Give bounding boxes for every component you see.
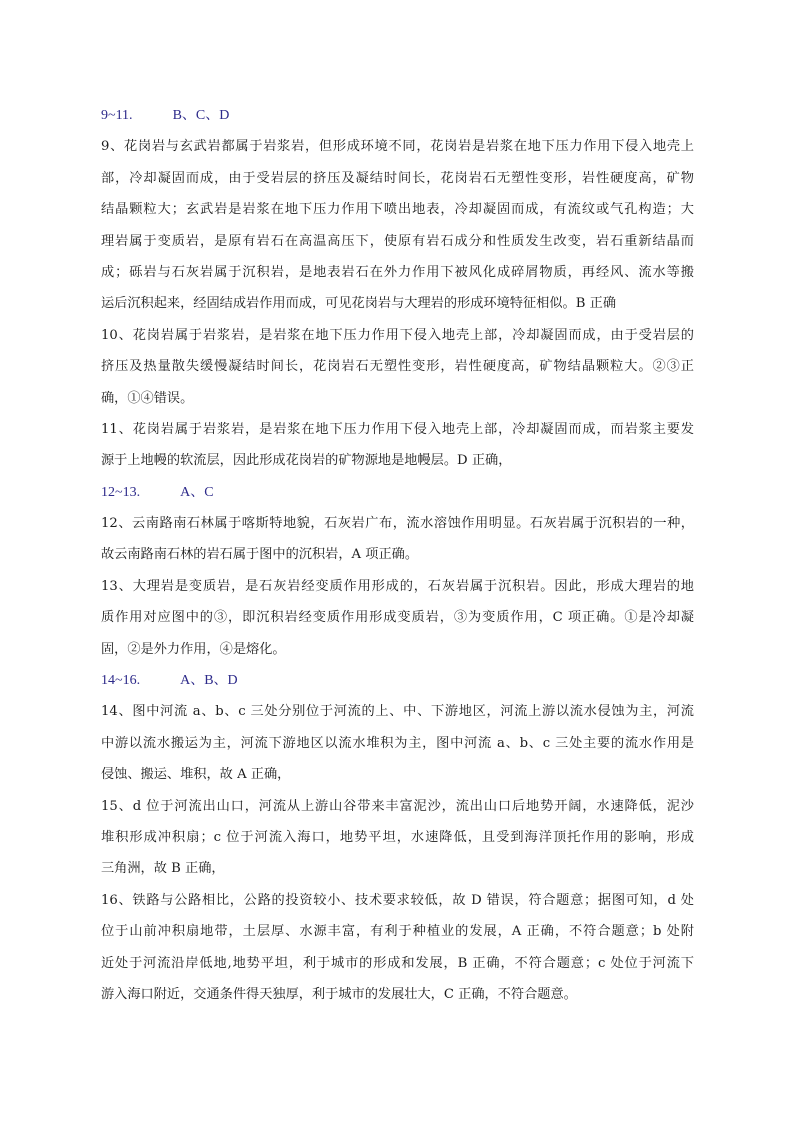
answer-heading xyxy=(101,665,694,696)
text-line: 三角洲，故 B 正确， xyxy=(101,861,225,877)
text-line: 10、花岗岩属于岩浆岩，是岩浆在地下压力作用下侵入地壳上部，冷却凝固而成，由于受岩层的 xyxy=(101,327,694,343)
text-line: 12、云南路南石林属于喀斯特地貌，石灰岩广布，流水溶蚀作用明显。石灰岩属于沉积岩的一种， xyxy=(101,516,694,532)
explanation-paragraph xyxy=(101,791,694,885)
text-line: 运后沉积起来，经固结成岩作用而成，可见花岗岩与大理岩的形成环境特征相似。B 正确 xyxy=(101,296,617,312)
text-line: 固，②是外力作用，④是熔化。 xyxy=(101,641,286,657)
explanation-paragraph xyxy=(101,696,694,790)
text-line: 部，冷却凝固而成，由于受岩层的挤压及凝结时间长，花岗岩石无塑性变形，岩性硬度高，矿物 xyxy=(101,170,694,186)
text-line: 侵蚀、搬运、堆积，故 A 正确， xyxy=(101,767,291,783)
text-line: 结晶颗粒大；玄武岩是岩浆在地下压力作用下喷出地表，冷却凝固而成，有流纹或气孔构造；大 xyxy=(101,202,694,218)
text-line: 理岩属于变质岩，是原有岩石在高温高压下，使原有岩石成分和性质发生改变，岩石重新结晶而 xyxy=(101,233,694,249)
text-line: 源于上地幔的软流层，因此形成花岗岩的矿物源地是地幔层。D 正确， xyxy=(101,453,512,469)
explanation-paragraph xyxy=(101,885,694,1011)
explanation-paragraph xyxy=(101,414,694,477)
answer-heading xyxy=(101,100,694,131)
question-range: 9~11. xyxy=(101,108,133,123)
text-line: 9、花岗岩与玄武岩都属于岩浆岩，但形成环境不同，花岗岩是岩浆在地下压力作用下侵入地壳上 xyxy=(101,139,694,155)
explanation-paragraph xyxy=(101,131,694,319)
text-line: 质作用对应图中的③，即沉积岩经变质作用形成变质岩，③为变质作用，C 项正确。①是冷却凝 xyxy=(101,610,694,626)
text-line: 位于山前冲积扇地带，土层厚、水源丰富，有利于种植业的发展，A 正确，不符合题意；b 处附 xyxy=(101,924,694,940)
text-line: 挤压及热量散失缓慢凝结时间长，花岗岩石无塑性变形，岩性硬度高，矿物结晶颗粒大。②③正 xyxy=(101,359,694,375)
question-range: 14~16. xyxy=(101,673,141,689)
text-line: 近处于河流沿岸低地,地势平坦，利于城市的形成和发展，B 正确，不符合题意；c 处位于河流下 xyxy=(101,955,694,971)
text-line: 确，①④错误。 xyxy=(101,390,194,406)
question-range: 12~13. xyxy=(101,484,141,500)
text-line: 游入海口附近，交通条件得天独厚，利于城市的发展壮大，C 正确，不符合题意。 xyxy=(101,986,577,1002)
answer-key: A、C xyxy=(180,484,214,500)
text-line: 中游以流水搬运为主，河流下游地区以流水堆积为主，图中河流 a、b、c 三处主要的流水作用是 xyxy=(101,735,694,751)
text-line: 15、d 位于河流出山口，河流从上游山谷带来丰富泥沙，流出山口后地势开阔，水速降低，泥沙 xyxy=(101,798,694,814)
text-line: 成；砾岩与石灰岩属于沉积岩，是地表岩石在外力作用下被风化成碎屑物质，再经风、流水等搬 xyxy=(101,264,694,280)
text-line: 11、花岗岩属于岩浆岩，是岩浆在地下压力作用下侵入地壳上部，冷却凝固而成，而岩浆主要发 xyxy=(101,421,694,437)
text-line: 堆积形成冲积扇；c 位于河流入海口，地势平坦，水速降低，且受到海洋顶托作用的影响，形成 xyxy=(101,829,694,845)
explanation-paragraph xyxy=(101,508,694,571)
explanation-paragraph xyxy=(101,320,694,414)
answer-heading xyxy=(101,477,694,508)
text-line: 16、铁路与公路相比，公路的投资较小、技术要求较低，故 D 错误，符合题意；据图可知，d 处 xyxy=(101,892,694,908)
answer-key: B、C、D xyxy=(172,108,230,123)
explanation-paragraph xyxy=(101,571,694,665)
answer-key: A、B、D xyxy=(180,673,238,689)
text-line: 故云南路南石林的岩石属于图中的沉积岩，A 项正确。 xyxy=(101,547,419,563)
text-line: 14、图中河流 a、b、c 三处分别位于河流的上、中、下游地区，河流上游以流水侵蚀为主，河流 xyxy=(101,704,694,720)
text-line: 13、大理岩是变质岩，是石灰岩经变质作用形成的，石灰岩属于沉积岩。因此，形成大理岩的地 xyxy=(101,578,694,594)
